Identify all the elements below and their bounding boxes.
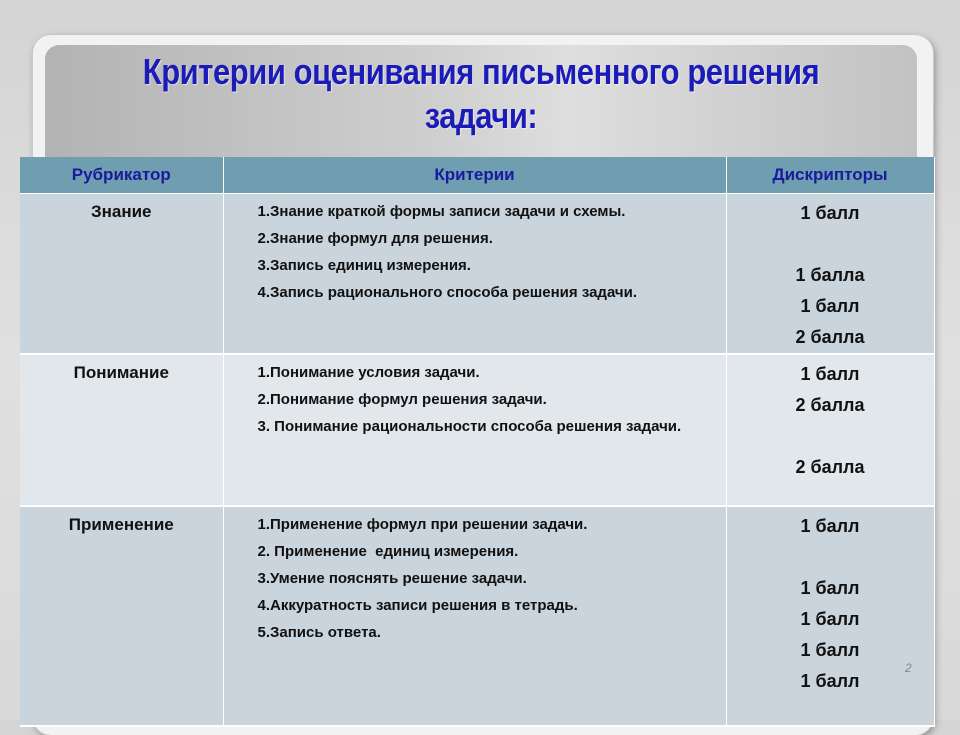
descriptor-cell [726,194,934,355]
header-descriptors: Дискрипторы [726,157,934,194]
descriptor-item: 1 балла [795,265,865,285]
descriptor-item: 2 балла [795,395,865,415]
table-row-application [20,506,934,726]
criterion-item: 1.Знание краткой формы записи задачи и схемы. [257,203,626,220]
criterion-item: 3.Запись единиц измерения. [257,257,471,274]
table-row-knowledge [20,194,934,355]
spacer [727,229,934,260]
descriptor-item: 1 балл [800,516,860,536]
header-rubric: Рубрикатор [20,157,223,194]
criterion-item: 4.Аккуратность записи решения в тетрадь. [257,597,578,614]
criterion-item: 2.Знание формул для решения. [257,230,493,247]
descriptor-item: 1 балл [800,671,860,691]
spacer [727,421,934,452]
criteria-cell [223,506,726,726]
descriptor-item: 1 балл [800,296,860,316]
criteria-cell [223,354,726,506]
criteria-cell [223,194,726,355]
criterion-item: 4.Запись рационального способа решения задачи. [257,284,638,301]
criterion-item: 1.Понимание условия задачи. [257,364,480,381]
rubric-cell: Применение [20,506,223,726]
criteria-table [20,157,935,727]
rubric-cell: Знание [20,194,223,355]
criterion-item: 5.Запись ответа. [257,624,381,641]
descriptor-item: 1 балл [800,203,860,223]
descriptor-item: 1 балл [800,640,860,660]
slide-title: Критерии оценивания письменного решения задачи: [142,51,820,136]
descriptor-cell [726,354,934,506]
spacer [727,542,934,573]
descriptor-item: 1 балл [800,609,860,629]
rubric-cell: Понимание [20,354,223,506]
criterion-item: 3. Понимание рациональности способа решения задачи. [257,418,682,435]
table-row-understanding [20,354,934,506]
slide-page-number: 2 [905,661,912,675]
descriptor-item: 2 балла [795,457,865,477]
criterion-item: 2. Применение единиц измерения. [257,543,519,560]
criterion-item: 3.Умение пояснять решение задачи. [257,570,527,587]
table-header-row [20,157,934,194]
descriptor-cell [726,506,934,726]
descriptor-item: 2 балла [795,327,865,347]
descriptor-item: 1 балл [800,364,860,384]
header-criteria: Критерии [223,157,726,194]
descriptor-item: 1 балл [800,578,860,598]
criterion-item: 1.Применение формул при решении задачи. [257,516,588,533]
criterion-item: 2.Понимание формул решения задачи. [257,391,547,408]
